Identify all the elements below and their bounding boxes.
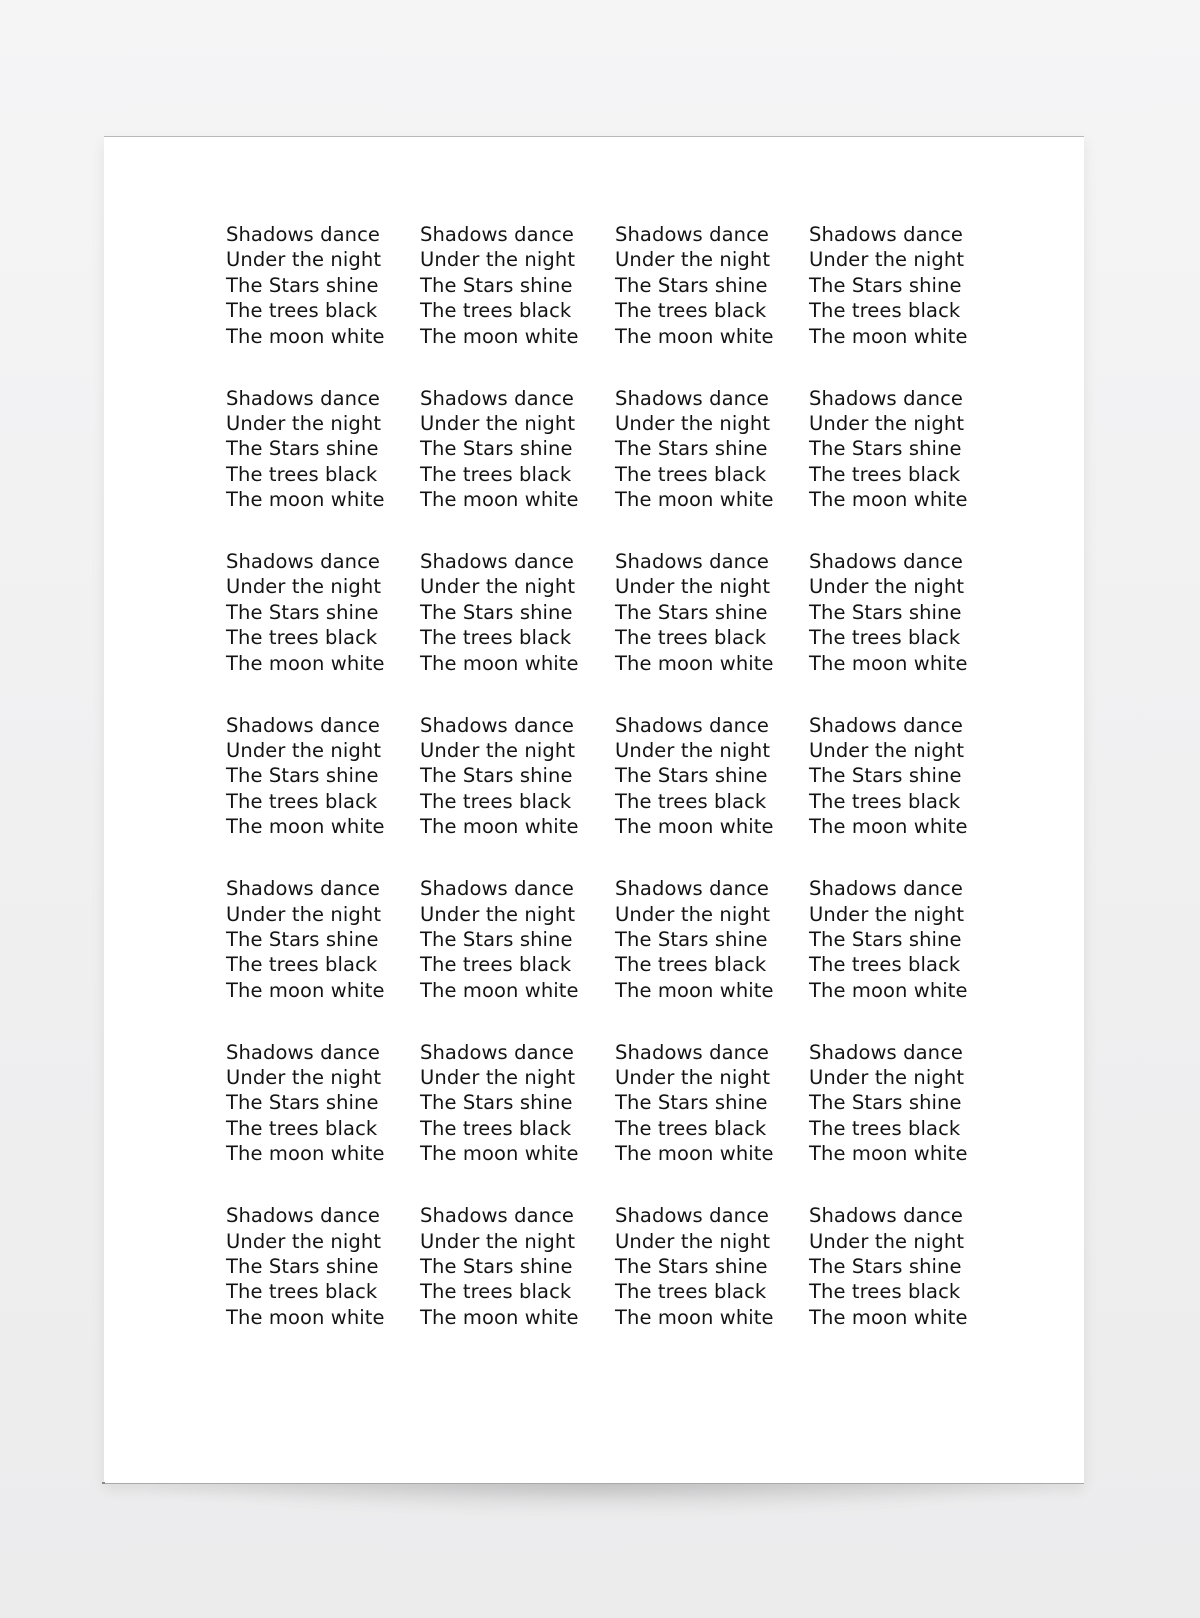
line-trees-black: The trees black (420, 789, 572, 813)
line-shadows-dance: Shadows dance (420, 1040, 575, 1064)
line-trees-black: The trees black (615, 1280, 767, 1304)
line-trees-black: The trees black (615, 953, 767, 977)
line-stars-shine: The Stars shine (615, 273, 768, 297)
line-moon-white: The moon white (615, 1305, 774, 1329)
line-stars-shine: The Stars shine (809, 764, 962, 788)
poem-stanza (420, 386, 615, 513)
line-stars-shine: The Stars shine (226, 927, 379, 951)
line-moon-white: The moon white (226, 324, 385, 348)
line-under-the-night: Under the night (809, 1066, 965, 1090)
line-under-the-night: Under the night (420, 248, 576, 272)
poem-stanza (809, 713, 999, 840)
line-under-the-night: Under the night (420, 1066, 576, 1090)
line-stars-shine: The Stars shine (615, 1255, 768, 1278)
poem-stanza (420, 713, 615, 840)
line-moon-white: The moon white (615, 1142, 774, 1166)
line-shadows-dance: Shadows dance (615, 713, 770, 737)
line-moon-white: The moon white (615, 488, 774, 512)
line-under-the-night: Under the night (226, 739, 382, 762)
line-shadows-dance: Shadows dance (615, 550, 770, 574)
paper-sheet (104, 136, 1084, 1484)
line-moon-white: The moon white (809, 1305, 968, 1329)
line-under-the-night: Under the night (420, 1229, 576, 1253)
line-trees-black: The trees black (615, 299, 767, 323)
line-under-the-night: Under the night (615, 575, 771, 599)
line-shadows-dance: Shadows dance (226, 386, 381, 410)
poem-stanza (809, 386, 999, 513)
line-under-the-night: Under the night (615, 1066, 771, 1090)
line-shadows-dance: Shadows dance (615, 386, 770, 410)
line-shadows-dance: Shadows dance (615, 877, 770, 901)
poem-stanza (420, 876, 615, 1003)
line-stars-shine: The Stars shine (809, 1091, 962, 1115)
line-shadows-dance: Shadows dance (809, 1204, 964, 1228)
line-under-the-night: Under the night (809, 1229, 965, 1253)
line-shadows-dance: Shadows dance (226, 223, 381, 246)
line-trees-black: The trees black (809, 1116, 961, 1140)
poem-stanza (226, 222, 420, 349)
line-under-the-night: Under the night (809, 575, 965, 599)
line-moon-white: The moon white (226, 488, 385, 512)
line-under-the-night: Under the night (809, 248, 965, 272)
line-moon-white: The moon white (226, 1305, 385, 1329)
line-under-the-night: Under the night (615, 902, 771, 926)
poem-stanza (226, 713, 420, 840)
line-trees-black: The trees black (809, 953, 961, 977)
line-trees-black: The trees black (226, 789, 378, 813)
poem-stanza (420, 222, 615, 349)
line-under-the-night: Under the night (615, 1229, 771, 1253)
line-under-the-night: Under the night (809, 739, 965, 762)
line-stars-shine: The Stars shine (809, 927, 962, 951)
line-shadows-dance: Shadows dance (226, 877, 381, 901)
poem-stanza (615, 1203, 809, 1330)
line-trees-black: The trees black (809, 299, 961, 323)
line-trees-black: The trees black (420, 626, 572, 650)
line-trees-black: The trees black (420, 1116, 572, 1140)
line-moon-white: The moon white (809, 815, 968, 839)
line-stars-shine: The Stars shine (615, 437, 768, 461)
line-stars-shine: The Stars shine (809, 437, 962, 461)
poem-stanza (615, 1040, 809, 1167)
line-moon-white: The moon white (809, 651, 968, 675)
line-shadows-dance: Shadows dance (809, 386, 964, 410)
line-shadows-dance: Shadows dance (226, 1204, 381, 1228)
line-under-the-night: Under the night (420, 902, 576, 926)
poem-stanza (226, 549, 420, 676)
line-shadows-dance: Shadows dance (809, 877, 964, 901)
poem-stanza (615, 386, 809, 513)
line-under-the-night: Under the night (420, 575, 576, 599)
line-shadows-dance: Shadows dance (809, 713, 964, 737)
line-stars-shine: The Stars shine (420, 273, 573, 297)
line-moon-white: The moon white (809, 1142, 968, 1166)
line-under-the-night: Under the night (420, 411, 576, 435)
line-under-the-night: Under the night (615, 739, 771, 762)
line-stars-shine: The Stars shine (226, 273, 379, 297)
poem-stanza (226, 1203, 420, 1330)
line-trees-black: The trees black (226, 953, 378, 977)
line-under-the-night: Under the night (420, 739, 576, 762)
line-stars-shine: The Stars shine (809, 273, 962, 297)
line-trees-black: The trees black (420, 1280, 572, 1304)
line-moon-white: The moon white (615, 815, 774, 839)
line-shadows-dance: Shadows dance (615, 223, 770, 246)
line-under-the-night: Under the night (809, 902, 965, 926)
poem-stanza (615, 222, 809, 349)
line-shadows-dance: Shadows dance (226, 550, 381, 574)
line-stars-shine: The Stars shine (226, 764, 379, 788)
line-trees-black: The trees black (809, 1280, 961, 1304)
line-moon-white: The moon white (226, 815, 385, 839)
line-moon-white: The moon white (809, 488, 968, 512)
line-shadows-dance: Shadows dance (615, 1204, 770, 1228)
poem-stanza (809, 222, 999, 349)
line-stars-shine: The Stars shine (615, 1091, 768, 1115)
line-shadows-dance: Shadows dance (420, 550, 575, 574)
line-moon-white: The moon white (420, 1305, 579, 1329)
line-shadows-dance: Shadows dance (226, 713, 381, 737)
poem-stanza (226, 1040, 420, 1167)
line-trees-black: The trees black (226, 462, 378, 486)
line-trees-black: The trees black (226, 1116, 378, 1140)
line-moon-white: The moon white (420, 488, 579, 512)
line-stars-shine: The Stars shine (226, 1255, 379, 1278)
line-moon-white: The moon white (615, 651, 774, 675)
line-trees-black: The trees black (809, 462, 961, 486)
line-trees-black: The trees black (615, 626, 767, 650)
line-shadows-dance: Shadows dance (615, 1040, 770, 1064)
line-moon-white: The moon white (226, 978, 385, 1002)
line-under-the-night: Under the night (226, 575, 382, 599)
line-stars-shine: The Stars shine (226, 600, 379, 624)
line-trees-black: The trees black (420, 953, 572, 977)
line-shadows-dance: Shadows dance (420, 877, 575, 901)
poem-stanza (615, 876, 809, 1003)
line-shadows-dance: Shadows dance (809, 550, 964, 574)
line-moon-white: The moon white (809, 324, 968, 348)
line-under-the-night: Under the night (809, 411, 965, 435)
poem-stanza (420, 549, 615, 676)
line-stars-shine: The Stars shine (809, 1255, 962, 1278)
line-moon-white: The moon white (615, 324, 774, 348)
poem-grid (226, 222, 1016, 1330)
line-trees-black: The trees black (226, 1280, 378, 1304)
poem-stanza (420, 1040, 615, 1167)
line-moon-white: The moon white (226, 651, 385, 675)
line-stars-shine: The Stars shine (226, 437, 379, 461)
line-moon-white: The moon white (420, 978, 579, 1002)
poem-stanza (420, 1203, 615, 1330)
poem-stanza (226, 386, 420, 513)
poem-stanza (615, 713, 809, 840)
poem-stanza (615, 549, 809, 676)
line-moon-white: The moon white (226, 1142, 385, 1166)
line-stars-shine: The Stars shine (615, 764, 768, 788)
line-trees-black: The trees black (615, 789, 767, 813)
line-stars-shine: The Stars shine (420, 764, 573, 788)
line-under-the-night: Under the night (615, 248, 771, 272)
line-stars-shine: The Stars shine (809, 600, 962, 624)
poem-stanza (809, 1203, 999, 1330)
line-moon-white: The moon white (420, 324, 579, 348)
line-stars-shine: The Stars shine (226, 1091, 379, 1115)
line-under-the-night: Under the night (226, 411, 382, 435)
line-stars-shine: The Stars shine (420, 927, 573, 951)
line-under-the-night: Under the night (226, 1066, 382, 1090)
line-trees-black: The trees black (226, 626, 378, 650)
line-trees-black: The trees black (615, 462, 767, 486)
line-stars-shine: The Stars shine (615, 927, 768, 951)
line-trees-black: The trees black (420, 462, 572, 486)
line-trees-black: The trees black (420, 299, 572, 323)
line-moon-white: The moon white (615, 978, 774, 1002)
line-stars-shine: The Stars shine (420, 437, 573, 461)
line-trees-black: The trees black (226, 299, 378, 323)
line-stars-shine: The Stars shine (420, 1255, 573, 1278)
line-under-the-night: Under the night (226, 902, 382, 926)
line-shadows-dance: Shadows dance (420, 386, 575, 410)
line-shadows-dance: Shadows dance (420, 223, 575, 246)
line-stars-shine: The Stars shine (615, 600, 768, 624)
line-under-the-night: Under the night (615, 411, 771, 435)
line-moon-white: The moon white (809, 978, 968, 1002)
line-shadows-dance: Shadows dance (420, 1204, 575, 1228)
line-shadows-dance: Shadows dance (809, 1040, 964, 1064)
poem-stanza (809, 1040, 999, 1167)
line-shadows-dance: Shadows dance (420, 713, 575, 737)
poem-stanza (226, 876, 420, 1003)
line-trees-black: The trees black (809, 626, 961, 650)
line-stars-shine: The Stars shine (420, 600, 573, 624)
line-moon-white: The moon white (420, 1142, 579, 1166)
paper-corner-mark (102, 1482, 105, 1484)
line-trees-black: The trees black (809, 789, 961, 813)
line-shadows-dance: Shadows dance (226, 1040, 381, 1064)
line-stars-shine: The Stars shine (420, 1091, 573, 1115)
line-shadows-dance: Shadows dance (809, 223, 964, 246)
line-under-the-night: Under the night (226, 1229, 382, 1253)
poem-stanza (809, 549, 999, 676)
line-trees-black: The trees black (615, 1116, 767, 1140)
poem-stanza (809, 876, 999, 1003)
line-moon-white: The moon white (420, 651, 579, 675)
line-moon-white: The moon white (420, 815, 579, 839)
line-under-the-night: Under the night (226, 248, 382, 272)
